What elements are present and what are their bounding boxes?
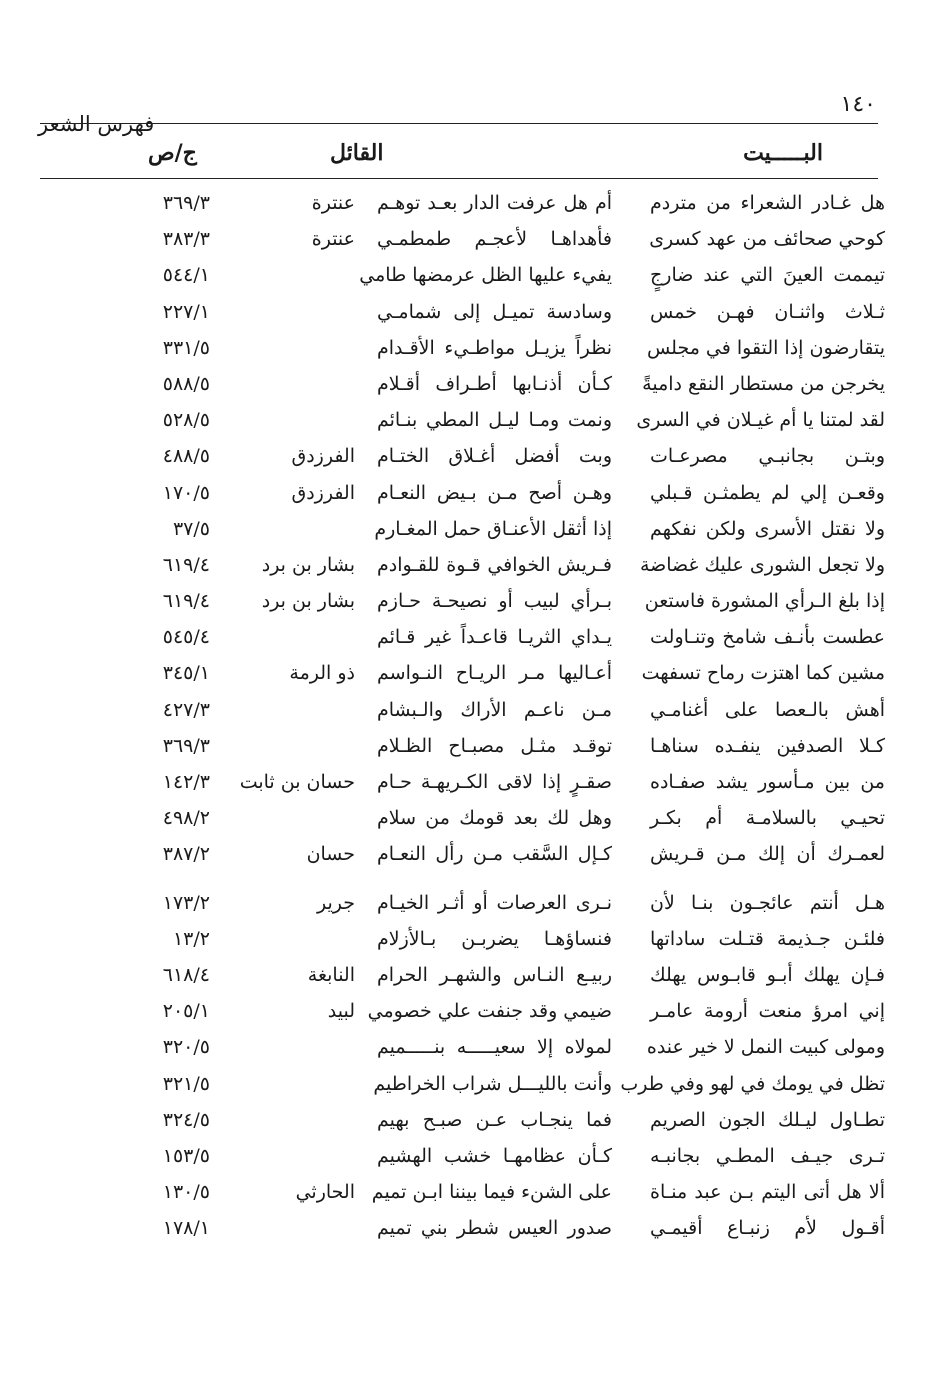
first-hemistich: فـإن يهلك أبـو قابـوس يهلك	[650, 963, 885, 986]
first-hemistich: كـلا الصدفين ينفـده سناهـا	[650, 734, 885, 757]
volume-page-ref: ٦١٩/٤	[162, 590, 210, 613]
volume-page-ref: ٣٧/٥	[172, 517, 210, 540]
page-number: ١٤٠	[840, 92, 876, 117]
first-hemistich: ومولى كبيت النمل لا خير عنده	[646, 1036, 885, 1059]
second-hemistich: فأهداهـا لأعجـم طمطمـي	[377, 228, 612, 251]
first-hemistich: تحيـي بالسلامـة أم بكـر	[650, 807, 885, 830]
first-hemistich: هـل أنتم عائجـون بنـا لأن	[650, 891, 885, 914]
verse-index-list	[40, 186, 885, 1247]
verse-row	[40, 1175, 885, 1211]
first-hemistich: فلئـن جـذيمة قتـلت ساداتها	[650, 927, 885, 950]
second-hemistich: فـريش الخوافي قـوة للقـوادم	[377, 553, 612, 576]
verse-row	[40, 958, 885, 994]
first-hemistich: أهش بالـعصا على أغنامـي	[650, 698, 885, 721]
volume-page-ref: ٦١٩/٤	[162, 553, 210, 576]
column-headers	[40, 140, 878, 176]
second-hemistich: كـإل السَّقب مـن رأل النعـام	[377, 843, 612, 866]
verse-row	[40, 186, 885, 222]
poet-name: حسان	[306, 843, 355, 866]
volume-page-ref: ٥٨٨/٥	[162, 372, 210, 395]
first-hemistich: مشين كما اهتزت رماح تسفهت	[641, 662, 885, 685]
verse-row	[40, 1139, 885, 1175]
first-hemistich: ثـلاث واثنـان فهـن خمس	[650, 300, 885, 323]
poet-name: بشار بن برد	[261, 590, 355, 613]
verse-row	[40, 837, 885, 873]
second-hemistich: على الشنء فيما بيننا ابـن تميم	[371, 1181, 612, 1204]
volume-page-ref: ٣٢٠/٥	[162, 1036, 210, 1059]
poet-name: جرير	[317, 891, 355, 914]
first-hemistich: تطـاول ليـلك الجون الصريم	[650, 1108, 885, 1131]
verse-row	[40, 476, 885, 512]
verse-row	[40, 512, 885, 548]
volume-page-ref: ٣٨٣/٣	[162, 228, 210, 251]
verse-column-header: البـــــيت	[743, 140, 823, 166]
volume-page-ref: ١٧٨/١	[162, 1217, 210, 1240]
volume-page-ref: ١٣/٢	[172, 927, 210, 950]
first-hemistich: ولا نقتل الأسرى ولكن نفكهم	[650, 517, 885, 540]
poet-name: حسان بن ثابت	[239, 771, 355, 793]
volume-page-ref: ١٧٠/٥	[162, 481, 210, 504]
first-hemistich: هل غـادر الشعراء من متردم	[650, 192, 885, 214]
poet-name: لبيد	[327, 1000, 355, 1023]
second-hemistich: نظراً يزيـل مواطـيء الأقـدام	[377, 336, 612, 359]
first-hemistich: أقـول لأم زنبـاع أقيمـي	[650, 1217, 885, 1240]
second-hemistich: وسادسة تميـل إلى شمامـي	[377, 300, 612, 323]
reference-column-header: ج/ص	[148, 140, 197, 166]
first-hemistich: ولا تجعل الشورى عليك غضاضة	[639, 553, 885, 576]
first-hemistich: إذا بلغ الـرأي المشورة فاستعن	[644, 590, 885, 613]
poet-name: ذو الرمة	[289, 662, 355, 685]
first-hemistich: لقد لمتنا يا أم غيـلان في السرى	[636, 409, 885, 432]
second-hemistich: لمولاه إلا سعيـــــه بنـــــميم	[377, 1036, 612, 1059]
volume-page-ref: ٣٤٥/١	[162, 662, 210, 685]
first-hemistich: عطست بأنـف شامخ وتنـاولت	[650, 626, 885, 649]
verse-row	[40, 886, 885, 922]
second-hemistich: أعـاليها مـر الريـاح النـواسم	[377, 662, 612, 685]
columns-rule	[40, 178, 878, 179]
volume-page-ref: ٥٢٨/٥	[162, 409, 210, 432]
second-hemistich: وهـن أصح مـن بـيض النعـام	[377, 481, 612, 504]
poet-name: عنترة	[311, 228, 355, 251]
first-hemistich: وبتـن بجانبـي مصرعـات	[650, 445, 885, 468]
verse-row	[40, 548, 885, 584]
first-hemistich: يتقارضون إذا التقوا في مجلس	[646, 336, 885, 359]
verse-row	[40, 765, 885, 801]
volume-page-ref: ٣٢٤/٥	[162, 1108, 210, 1131]
running-title: فهرس الشعر	[38, 112, 155, 136]
second-hemistich: وبت أفضل أغـلاق الختـام	[377, 445, 612, 468]
second-hemistich: صدور العيس شطر بني تميم	[377, 1217, 612, 1240]
volume-page-ref: ٣٢١/٥	[162, 1072, 210, 1095]
poet-name: الحارثي	[295, 1181, 355, 1204]
verse-row	[40, 1103, 885, 1139]
volume-page-ref: ٣٨٧/٢	[162, 843, 210, 866]
first-hemistich: تـرى جيـف المطـي بجانبـه	[650, 1144, 885, 1167]
volume-page-ref: ٢٠٥/١	[162, 1000, 210, 1023]
second-hemistich: نـرى العرصات أو أثـر الخيـام	[377, 891, 612, 914]
verse-row	[40, 656, 885, 692]
first-hemistich: من بين مـأسور يشد صفـاده	[650, 771, 885, 793]
verse-row	[40, 584, 885, 620]
verse-row	[40, 222, 885, 258]
verse-row	[40, 403, 885, 439]
volume-page-ref: ٣٦٩/٣	[162, 192, 210, 214]
volume-page-ref: ٣٣١/٥	[162, 336, 210, 359]
volume-page-ref: ٦١٨/٤	[162, 963, 210, 986]
second-hemistich: بـرأي لبيب أو نصيحـة حـازم	[377, 590, 612, 613]
header-rule	[40, 123, 878, 124]
first-hemistich: ألا هل أتى اليتم بـن عبد منـاة	[650, 1181, 885, 1204]
verse-row	[40, 729, 885, 765]
poet-name: النابغة	[307, 963, 355, 986]
verse-row	[40, 439, 885, 475]
verse-row	[40, 295, 885, 331]
first-hemistich: يخرجن من مستطار النقع داميةً	[642, 372, 885, 395]
second-hemistich: ربيـع النـاس والشهـر الحرام	[377, 963, 612, 986]
second-hemistich: وهل لك بعد قومك من سلام	[377, 807, 612, 830]
second-hemistich: يفيء عليها الظل عرمضها طامي	[359, 264, 612, 287]
volume-page-ref: ٤٨٨/٥	[162, 445, 210, 468]
verse-row	[40, 994, 885, 1030]
second-hemistich: توقـد مثـل مصبـاح الظـلام	[377, 734, 612, 757]
first-hemistich: تيممت العينَ التي عند ضارجٍ	[650, 264, 885, 287]
poet-column-header: القائل	[330, 140, 384, 166]
verse-row	[40, 922, 885, 958]
verse-row	[40, 1067, 885, 1103]
volume-page-ref: ٥٤٥/٤	[162, 626, 210, 649]
second-hemistich: فما ينجـاب عـن صبـح بهيم	[377, 1108, 612, 1131]
poet-name: الفرزدق	[291, 445, 355, 468]
second-hemistich: كـأن عظامهـا خشب الهشيم	[377, 1144, 612, 1167]
first-hemistich: كوحي صحائف من عهد كسرى	[649, 228, 885, 251]
verse-row	[40, 331, 885, 367]
second-hemistich: يـداي الثريـا قاعـداً غير قـائم	[377, 626, 612, 649]
poet-name: عنترة	[311, 192, 355, 214]
volume-page-ref: ٤٢٧/٣	[162, 698, 210, 721]
verse-row	[40, 367, 885, 403]
verse-row	[40, 693, 885, 729]
poet-name: الفرزدق	[291, 481, 355, 504]
volume-page-ref: ١٣٠/٥	[162, 1181, 210, 1204]
first-hemistich: لعمـرك أن إلك مـن قـريش	[650, 843, 885, 866]
volume-page-ref: ٥٤٤/١	[162, 264, 210, 287]
verse-row	[40, 1211, 885, 1247]
verse-row	[40, 1030, 885, 1066]
volume-page-ref: ٣٦٩/٣	[162, 734, 210, 757]
volume-page-ref: ١٧٣/٢	[162, 891, 210, 914]
verse-row	[40, 258, 885, 294]
first-hemistich: وقعـن إلي لم يطمثـن قـبلي	[650, 481, 885, 504]
volume-page-ref: ٤٩٨/٢	[162, 807, 210, 830]
verse-row	[40, 801, 885, 837]
second-hemistich: فنساؤهـا يضربـن بـالأزلام	[377, 927, 612, 950]
first-hemistich: تظل في يومك في لهو وفي طرب	[620, 1072, 885, 1095]
second-hemistich: وأنت بالليـــل شراب الخراطيم	[373, 1072, 612, 1095]
verse-row	[40, 620, 885, 656]
second-hemistich: أم هل عرفت الدار بعـد توهـم	[377, 192, 612, 214]
second-hemistich: كـأن أذنـابها أطـراف أقـلام	[377, 372, 612, 395]
volume-page-ref: ١٤٢/٣	[162, 771, 210, 793]
second-hemistich: ضيمي وقد جنفت علي خصومي	[367, 1000, 612, 1023]
second-hemistich: ونمت ومـا ليـل المطي بنـائم	[377, 409, 612, 432]
volume-page-ref: ٢٢٧/١	[162, 300, 210, 323]
volume-page-ref: ١٥٣/٥	[162, 1144, 210, 1167]
poet-name: بشار بن برد	[261, 553, 355, 576]
second-hemistich: مـن ناعـم الأراك والـبشام	[377, 698, 612, 721]
second-hemistich: صقـرٍ إذا لاقى الكـريهـة حـام	[377, 771, 612, 793]
first-hemistich: إني امرؤ منعت أرومة عامـر	[650, 1000, 885, 1023]
second-hemistich: إذا أثقل الأعنـاق حمل المغـارم	[374, 517, 612, 540]
